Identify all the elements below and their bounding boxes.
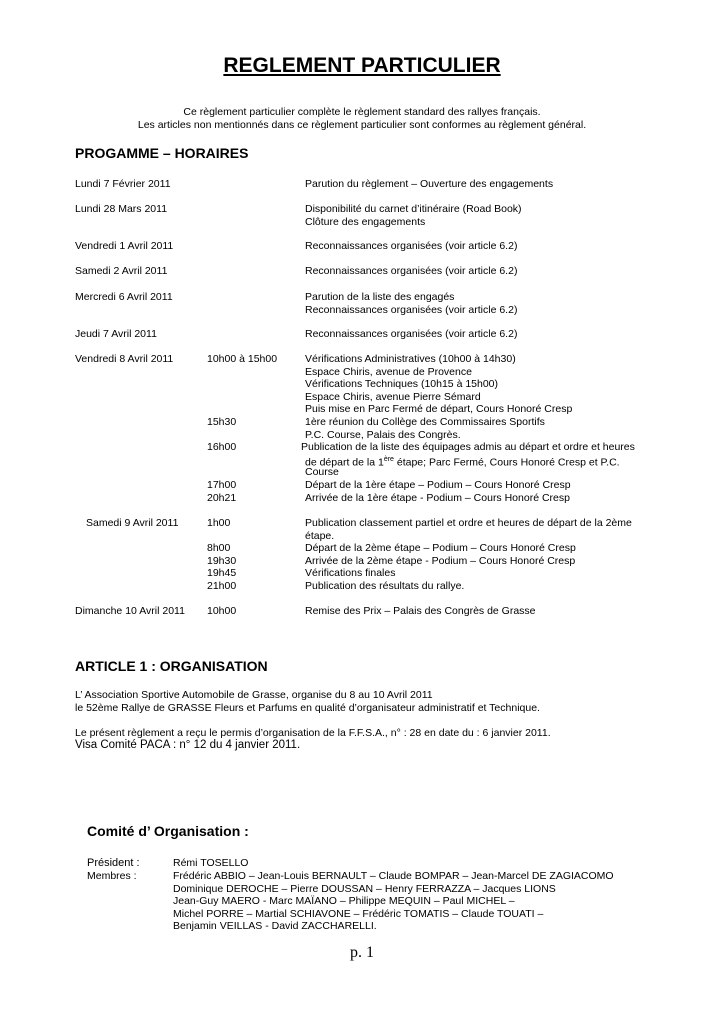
membres-line: Jean-Guy MAERO - Marc MAÏANO – Philippe MEQUIN – Paul MICHEL –	[173, 895, 515, 908]
schedule-day: Vendredi 8 Avril 2011	[75, 353, 174, 365]
schedule-desc: étape.	[305, 529, 335, 542]
intro-line-1: Ce règlement particulier complète le règlement standard des rallyes français.	[183, 106, 541, 118]
schedule-day: Vendredi 1 Avril 2011	[75, 240, 174, 252]
schedule-time: 17h00	[207, 479, 237, 491]
schedule-desc: Arrivée de la 1ère étape - Podium – Cours Honoré Cresp	[305, 491, 570, 504]
article1-paragraph: L’ Association Sportive Automobile de Grasse, organise du 8 au 10 Avril 2011	[75, 689, 433, 701]
schedule-desc: Reconnaissances organisées (voir article 6.2)	[305, 328, 518, 340]
schedule-desc: Parution du règlement – Ouverture des engagements	[305, 178, 554, 190]
schedule-desc: P.C. Course, Palais des Congrès.	[305, 428, 461, 441]
schedule-desc: Puis mise en Parc Fermé de départ, Cours Honoré Cresp	[305, 403, 573, 416]
schedule-desc: Clôture des engagements	[305, 215, 426, 228]
schedule-time: 10h00 à 15h00	[207, 353, 278, 365]
article1-paragraph: le 52ème Rallye de GRASSE Fleurs et Parfums en qualité d’organisateur administratif et Technique.	[75, 701, 540, 714]
president-label: Président :	[87, 857, 140, 869]
schedule-day: Samedi 2 Avril 2011	[75, 265, 168, 277]
schedule-desc: Départ de la 2ème étape – Podium – Cours Honoré Cresp	[305, 542, 576, 555]
intro-line-2: Les articles non mentionnés dans ce règlement particulier sont conformes au règlement général.	[137, 119, 587, 131]
schedule-desc: Publication de la liste des équipages admis au départ et ordre et heures	[301, 441, 635, 454]
schedule-time: 1h00	[207, 517, 231, 529]
page-title: REGLEMENT PARTICULIER	[223, 54, 501, 77]
schedule-desc: Départ de la 1ère étape – Podium – Cours Honoré Cresp	[305, 479, 571, 491]
schedule-day: Lundi 28 Mars 2011	[75, 203, 168, 215]
membres-line: Michel PORRE – Martial SCHIAVONE – Frédéric TOMATIS – Claude TOUATI –	[173, 907, 544, 920]
schedule-time: 19h30	[207, 554, 237, 567]
schedule-desc: Espace Chiris, avenue Pierre Sémard	[305, 390, 481, 403]
article1-heading: ARTICLE 1 : ORGANISATION	[75, 658, 268, 674]
schedule-desc: Reconnaissances organisées (voir article 6.2)	[305, 265, 518, 277]
schedule-desc: Espace Chiris, avenue de Provence	[305, 365, 472, 378]
article1-visa: Visa Comité PACA : n° 12 du 4 janvier 2011.	[75, 739, 301, 751]
schedule-time: 15h30	[207, 416, 237, 428]
schedule-desc: Disponibilité du carnet d’itinéraire (Road Book)	[305, 203, 522, 215]
schedule-desc: Vérifications Techniques (10h15 à 15h00)	[305, 378, 499, 391]
schedule-time: 10h00	[207, 605, 237, 617]
schedule-desc: 1ère réunion du Collège des Commissaires Sportifs	[305, 416, 545, 428]
comite-heading: Comité d’ Organisation :	[87, 823, 249, 839]
schedule-day: Lundi 7 Février 2011	[75, 178, 171, 190]
schedule-desc: Vérifications finales	[305, 567, 396, 580]
schedule-day: Mercredi 6 Avril 2011	[75, 291, 173, 303]
schedule-time: 19h45	[207, 567, 237, 580]
page-number: p. 1	[350, 944, 374, 961]
schedule-desc: Arrivée de la 2ème étape - Podium – Cours Honoré Cresp	[305, 554, 576, 567]
schedule-day: Samedi 9 Avril 2011	[86, 517, 179, 529]
schedule-day: Dimanche 10 Avril 2011	[75, 605, 185, 617]
membres-line: Benjamin VEILLAS - David ZACCHARELLI.	[173, 920, 377, 933]
schedule-desc: Parution de la liste des engagés	[305, 291, 455, 303]
schedule-day: Jeudi 7 Avril 2011	[75, 328, 157, 340]
schedule-time: 20h21	[207, 491, 237, 504]
schedule-desc-part: de départ de la 1	[305, 456, 384, 469]
schedule-time: 16h00	[207, 441, 237, 454]
schedule-desc: Reconnaissances organisées (voir article 6.2)	[305, 303, 518, 316]
schedule-desc: Course	[305, 466, 339, 479]
schedule-desc: Publication classement partiel et ordre et heures de départ de la 2ème	[305, 517, 632, 529]
schedule-desc: Publication des résultats du rallye.	[305, 580, 465, 592]
membres-line: Dominique DEROCHE – Pierre DOUSSAN – Henry FERRAZZA – Jacques LIONS	[173, 882, 556, 895]
president-name: Rémi TOSELLO	[173, 857, 249, 869]
membres-label: Membres :	[87, 870, 137, 882]
membres-line: Frédéric ABBIO – Jean-Louis BERNAULT – Claude BOMPAR – Jean-Marcel DE ZAGIACOMO	[173, 870, 614, 882]
schedule-time: 21h00	[207, 580, 237, 592]
schedule-desc: Vérifications Administratives (10h00 à 14h30)	[305, 353, 516, 365]
schedule-desc-part: étape; Parc Fermé, Cours Honoré Cresp et P.C.	[393, 456, 620, 469]
schedule-desc: Remise des Prix – Palais des Congrès de Grasse	[305, 605, 536, 617]
programme-heading: PROGAMME – HORAIRES	[75, 145, 249, 161]
schedule-desc: Reconnaissances organisées (voir article 6.2)	[305, 240, 518, 252]
superscript: ère	[383, 455, 394, 463]
article1-paragraph: Le présent règlement a reçu le permis d’organisation de la F.F.S.A., n° : 28 en date du : 6 janvier 2011.	[75, 727, 551, 739]
schedule-time: 8h00	[207, 542, 231, 555]
